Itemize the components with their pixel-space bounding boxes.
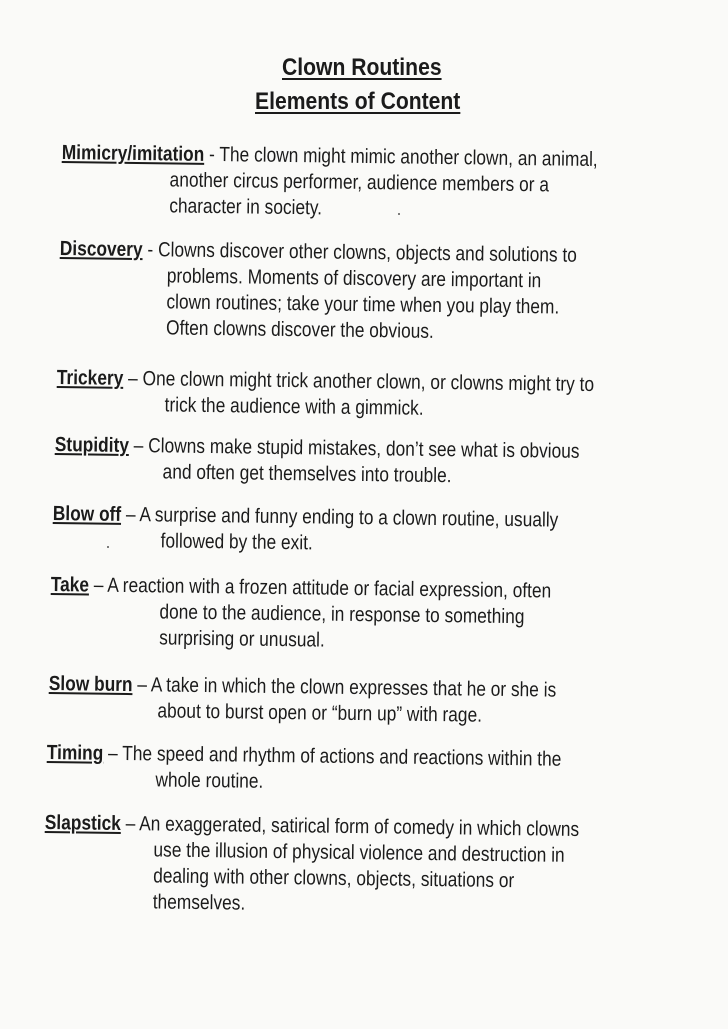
definition-term: Stupidity <box>54 432 130 457</box>
definition-text: – A take in which the clown expresses that he or she is <box>132 673 557 702</box>
definition-entry <box>56 365 594 424</box>
definition-entry <box>59 236 577 347</box>
page-subtitle: Elements of Content <box>255 88 461 115</box>
definition-entry <box>46 740 561 799</box>
definition-continuation: about to burst open or “burn up” with rage. <box>157 699 483 727</box>
definition-entry <box>50 572 551 657</box>
definition-continuation: another circus performer, audience members or a <box>169 168 550 197</box>
definition-entry <box>61 140 598 225</box>
definition-term: Blow off <box>52 501 122 526</box>
definition-term: Mimicry/imitation <box>61 140 205 166</box>
definition-term: Timing <box>46 740 104 765</box>
definition-entry <box>52 501 558 560</box>
definition-continuation: Often clowns discover the obvious. <box>165 316 434 343</box>
definition-text: – Clowns make stupid mistakes, don’t see what is obvious <box>128 433 580 463</box>
definition-text: – A reaction with a frozen attitude or facial expression, often <box>88 573 552 603</box>
definition-continuation: whole routine. <box>155 768 264 793</box>
scan-speck <box>107 546 109 548</box>
definition-text: – A surprise and funny ending to a clown routine, usually <box>120 502 559 532</box>
definition-term: Discovery <box>59 236 143 262</box>
definition-term: Slapstick <box>44 810 122 835</box>
definition-text: – One clown might trick another clown, or clowns might try to <box>123 366 595 397</box>
page-title: Clown Routines <box>282 54 442 81</box>
definition-continuation: dealing with other clowns, objects, situations or <box>153 864 515 893</box>
definition-term: Take <box>50 572 90 597</box>
definition-continuation: character in society. <box>169 194 323 220</box>
definition-entry <box>48 671 556 730</box>
definition-entry <box>54 432 579 491</box>
definition-continuation: done to the audience, in response to something <box>159 600 525 629</box>
definition-continuation: trick the audience with a gimmick. <box>164 393 424 420</box>
definition-continuation: clown routines; take your time when you play them. <box>166 290 560 319</box>
definition-continuation: surprising or unusual. <box>159 626 325 652</box>
definition-text: - The clown might mimic another clown, an animal, <box>204 142 598 172</box>
definition-entry <box>44 810 580 921</box>
definition-continuation: and often get themselves into trouble. <box>162 460 452 488</box>
definition-text: - Clowns discover other clowns, objects and solutions to <box>142 238 578 267</box>
definition-text: – The speed and rhythm of actions and reactions within the <box>103 741 562 771</box>
definition-text: – An exaggerated, satirical form of comedy in which clowns <box>120 811 580 841</box>
definition-continuation: themselves. <box>152 890 246 915</box>
scan-speck <box>398 213 400 215</box>
definition-continuation: use the illusion of physical violence and destruction in <box>153 838 565 867</box>
definition-continuation: followed by the exit. <box>160 529 313 555</box>
definition-term: Trickery <box>56 365 124 390</box>
definition-continuation: problems. Moments of discovery are important in <box>166 264 542 293</box>
definition-term: Slow burn <box>48 671 133 697</box>
